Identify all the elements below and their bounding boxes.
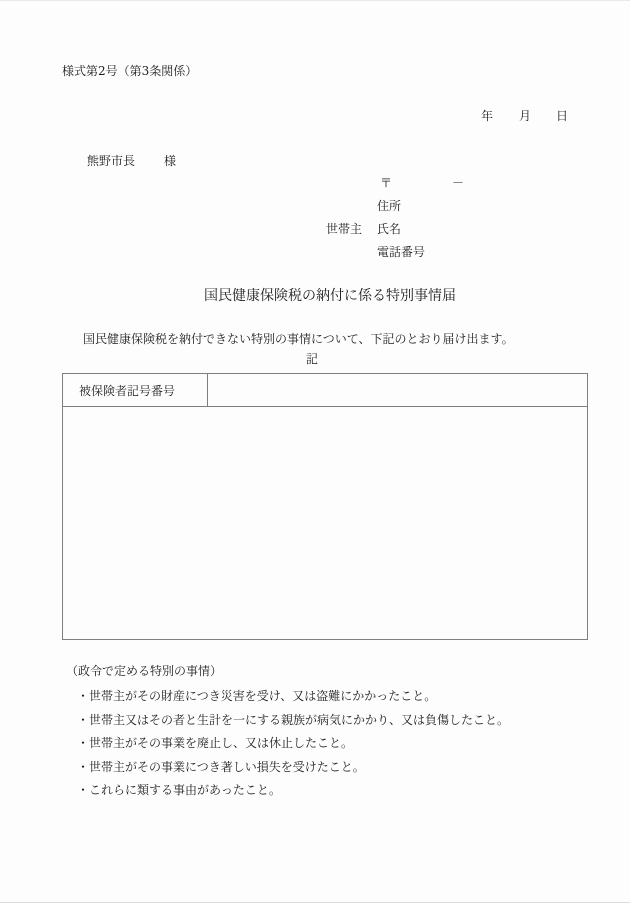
table-row: [63, 374, 588, 407]
note-text: これらに類する事由があったこと。: [89, 783, 281, 797]
phone-label: 電話番号: [377, 245, 426, 259]
body-paragraph: 国民健康保険税を納付できない特別の事情について、下記のとおり届け出ます。: [83, 332, 514, 346]
date-year-label: 年: [481, 109, 494, 123]
bullet-glyph: ・: [77, 759, 90, 774]
list-item: [77, 779, 509, 803]
insured-number-input-cell[interactable]: [208, 374, 588, 407]
list-item: [77, 685, 509, 709]
note-text: 世帯主又はその者と生計を一にする親族が病気にかかり、又は負傷したこと。: [89, 712, 510, 727]
list-item: [77, 732, 509, 756]
special-circumstances-input-cell[interactable]: [63, 407, 588, 640]
bullet-glyph: ・: [77, 736, 90, 750]
bullet-glyph: ・: [77, 712, 90, 727]
date-day-label: 日: [556, 109, 569, 123]
date-month-label: 月: [519, 109, 532, 123]
note-text: 世帯主がその事業を廃止し、又は休止したこと。: [89, 736, 354, 750]
document-title: 国民健康保険税の納付に係る特別事情届: [204, 288, 456, 304]
table-row: [63, 407, 588, 640]
householder-label: 世帯主: [326, 222, 363, 236]
form-number: 様式第2号（第3条関係）: [62, 64, 198, 78]
postal-code-dash: －: [452, 176, 465, 190]
bullet-glyph: ・: [77, 689, 90, 703]
postal-mark: 〒: [380, 176, 393, 190]
name-label: 氏名: [377, 222, 402, 236]
address-label: 住所: [377, 199, 402, 213]
insured-number-table: [62, 373, 588, 640]
note-text: 世帯主がその事業につき著しい損失を受けたこと。: [89, 759, 365, 774]
list-item: [77, 756, 509, 780]
notes-list: [77, 685, 509, 803]
addressee-honorific: 様: [164, 154, 177, 168]
note-text: 世帯主がその財産につき災害を受け、又は盗難にかかったこと。: [89, 689, 437, 703]
insured-number-label-cell: 被保険者記号番号: [63, 374, 208, 407]
ki-heading: 記: [306, 352, 319, 366]
list-item: [77, 709, 509, 733]
notes-heading: （政令で定める特別の事情）: [66, 664, 223, 678]
bullet-glyph: ・: [77, 783, 90, 797]
addressee-name: 熊野市長: [87, 154, 136, 168]
